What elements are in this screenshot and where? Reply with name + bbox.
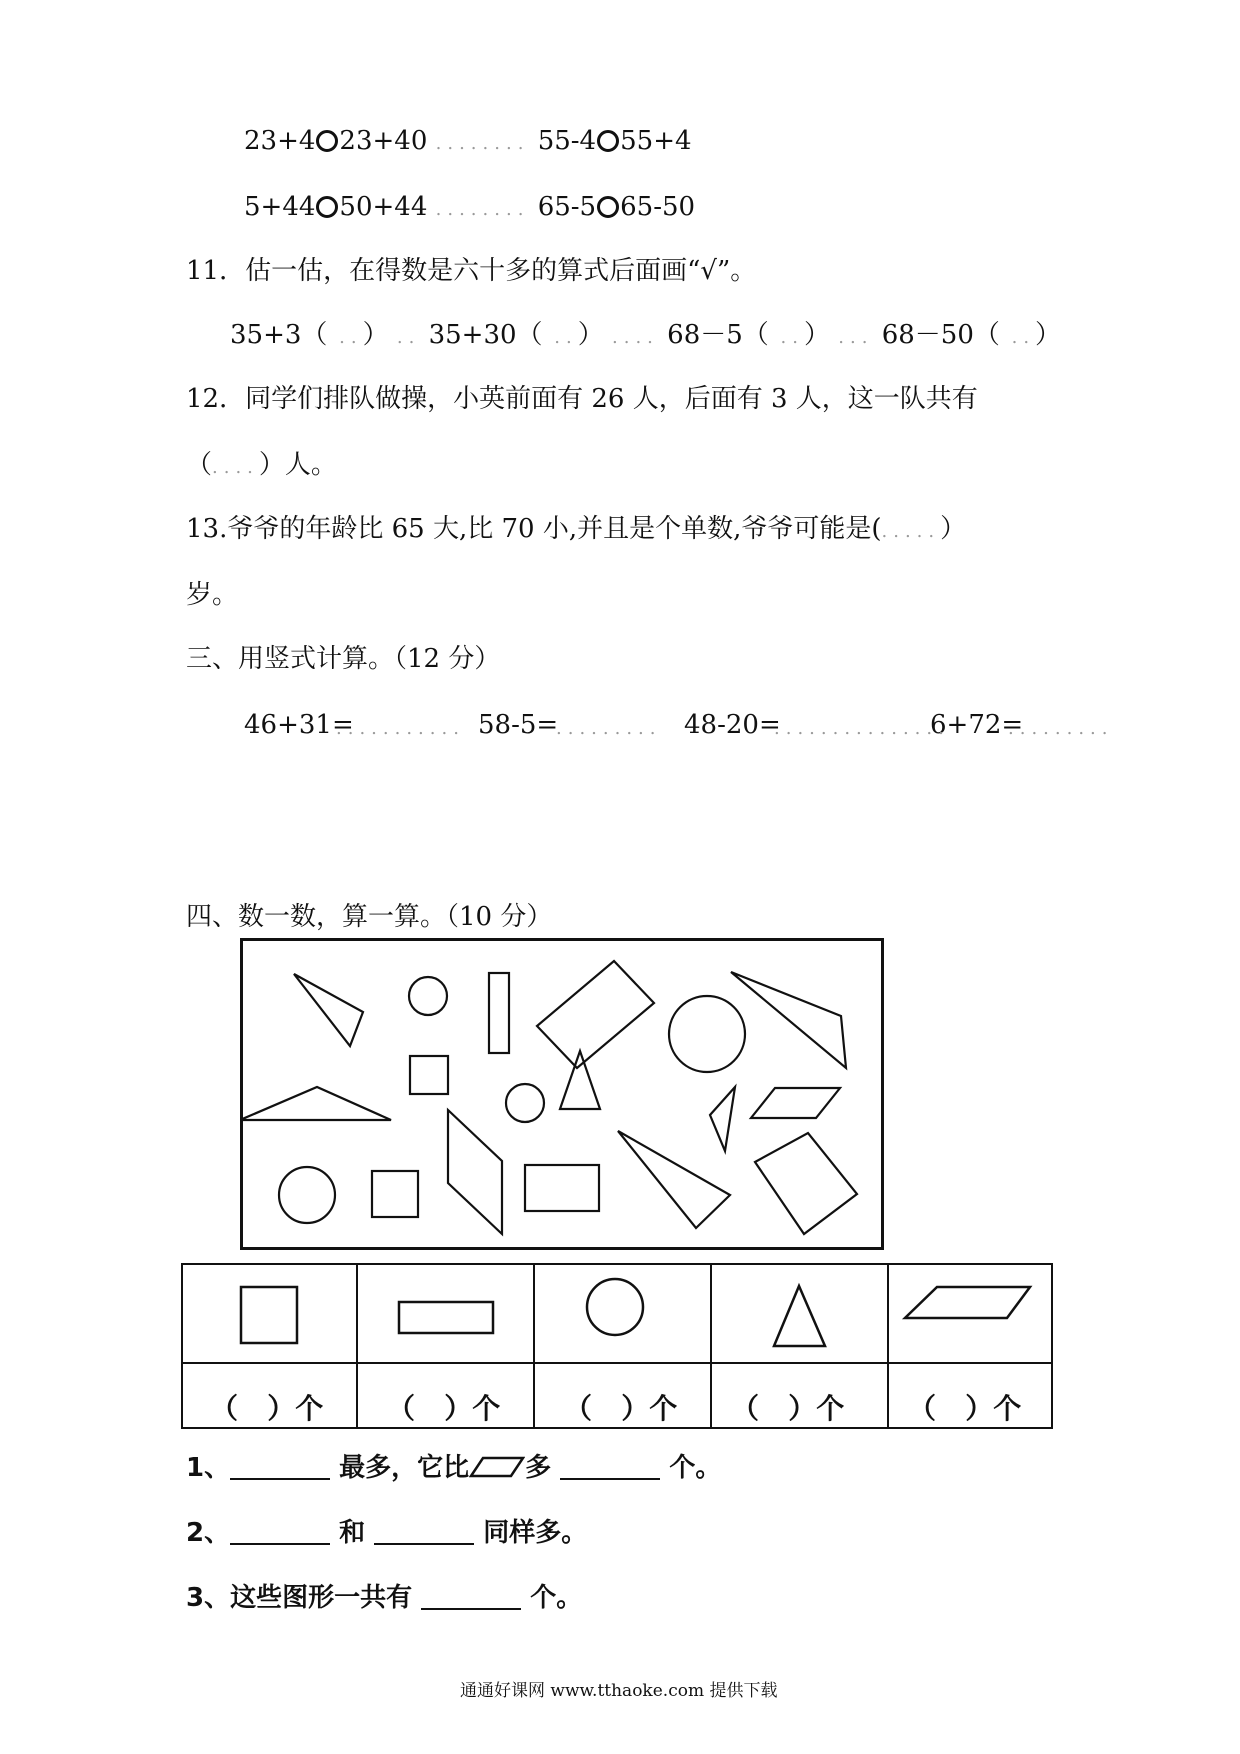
count-cell-triangle[interactable]: （ ）个: [731, 1392, 845, 1425]
compare-circle-icon[interactable]: [316, 196, 338, 218]
answer-blank[interactable]: [230, 1456, 330, 1480]
section3-title: 三、用竖式计算。（12 分）: [186, 644, 501, 674]
circle-icon: [587, 1279, 643, 1335]
triangle-icon: [774, 1286, 825, 1346]
vertical-calc-1: 46+31=: [244, 710, 354, 740]
question-3: 3、这些图形一共有 个。: [186, 1583, 583, 1613]
compare-circle-icon[interactable]: [316, 130, 338, 152]
q12-line2: （....）人。: [186, 450, 337, 480]
parallelogram-shape: [448, 1110, 502, 1234]
circle-shape: [409, 977, 447, 1015]
circle-shape: [669, 996, 745, 1072]
vertical-calc-4: 6+72=: [930, 710, 1024, 740]
answer-blank[interactable]: [421, 1586, 521, 1610]
rectangle-shape: [525, 1165, 599, 1211]
q11-items: 35+3（ ..） .. 35+30（ ..） .... 68－5（ ..） ... 68－50（ ..）: [230, 320, 1062, 350]
page-footer: 通通好课网 www.tthaoke.com 提供下载: [460, 1681, 778, 1701]
question-1: 1、 最多，它比 多 个。: [186, 1453, 722, 1483]
expr: 5+44: [244, 192, 316, 222]
shapes-figure: [240, 938, 884, 1250]
q13-line2: 岁。: [186, 580, 239, 610]
compare-circle-icon[interactable]: [597, 130, 619, 152]
circle-shape: [279, 1167, 335, 1223]
rectangle-icon: [399, 1302, 493, 1333]
q11-text: 11．估一估，在得数是六十多的算式后面画“√”。: [186, 256, 757, 286]
triangle-shape: [560, 1051, 600, 1109]
count-cell-square[interactable]: （ ）个: [210, 1392, 324, 1425]
square-icon: [241, 1287, 297, 1343]
q12-line1: 12．同学们排队做操，小英前面有 26 人，后面有 3 人，这一队共有: [186, 384, 978, 414]
expr: 23+40: [339, 126, 428, 156]
compare-row-1: 23+4 23+40 ........ 55-4 55+4: [244, 126, 692, 156]
vertical-calc-2: 58-5=: [478, 710, 559, 740]
count-cell-circle[interactable]: （ ）个: [564, 1392, 678, 1425]
triangle-shape: [731, 972, 846, 1068]
count-cell-parallelogram[interactable]: （ ）个: [908, 1392, 1022, 1425]
compare-row-2: 5+44 50+44 ........ 65-5 65-50: [244, 192, 696, 222]
count-cell-rectangle[interactable]: （ ）个: [387, 1392, 501, 1425]
question-2: 2、 和 同样多。: [186, 1518, 588, 1548]
parallelogram-icon: [905, 1287, 1030, 1318]
expr: 55-4: [537, 126, 597, 156]
expr: 55+4: [620, 126, 692, 156]
triangle-shape: [618, 1131, 730, 1228]
square-shape: [755, 1133, 857, 1234]
answer-blank[interactable]: [230, 1521, 330, 1545]
vertical-calc-3: 48-20=: [684, 710, 781, 740]
triangle-shape: [710, 1087, 735, 1151]
triangle-shape: [240, 1087, 391, 1120]
answer-blank[interactable]: [560, 1456, 660, 1480]
square-shape: [410, 1056, 448, 1094]
parallelogram-shape: [751, 1088, 840, 1118]
expr: 65-5: [537, 192, 597, 222]
triangle-shape: [294, 974, 363, 1046]
expr: 23+4: [244, 126, 316, 156]
q13-line1: 13.爷爷的年龄比 65 大,比 70 小,并且是个单数,爷爷可能是(.....）: [186, 514, 967, 544]
circle-shape: [506, 1084, 544, 1122]
answer-blank[interactable]: [374, 1521, 474, 1545]
square-shape: [372, 1171, 418, 1217]
rectangle-shape: [489, 973, 509, 1053]
expr: 65-50: [620, 192, 696, 222]
expr: 50+44: [339, 192, 428, 222]
parallelogram-icon: [469, 1456, 525, 1478]
compare-circle-icon[interactable]: [597, 196, 619, 218]
rectangle-shape: [537, 961, 654, 1068]
section4-title: 四、数一数，算一算。（10 分）: [186, 902, 553, 932]
